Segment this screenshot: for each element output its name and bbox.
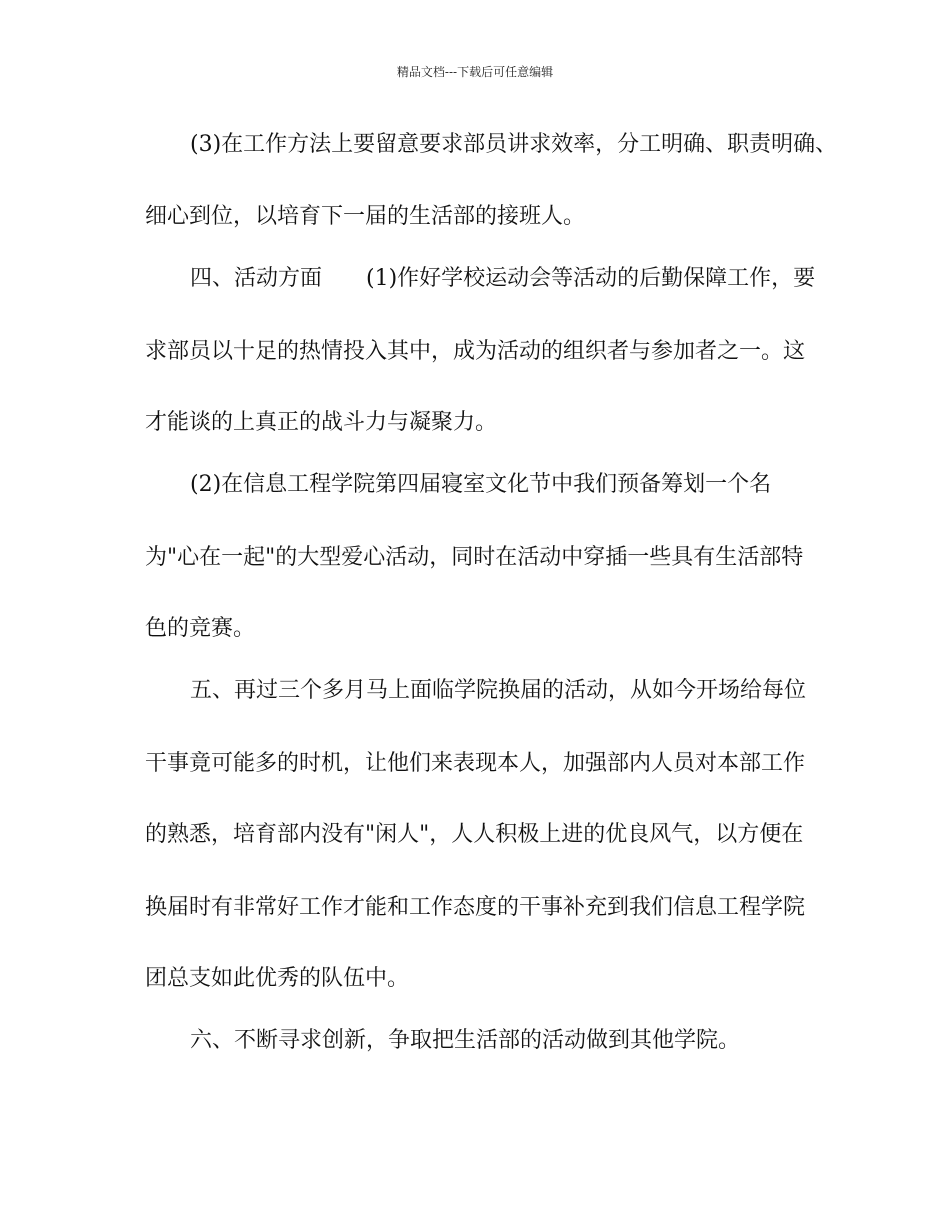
body-line-1: (3)在工作方法上要留意要求部员讲求效率，分工明确、职责明确、 (190, 132, 838, 157)
body-line-8: 色的竞赛。 (145, 616, 256, 641)
body-line-3: 四、活动方面 (1)作好学校运动会等活动的后勤保障工作，要 (190, 266, 816, 291)
body-line-6: (2)在信息工程学院第四届寝室文化节中我们预备筹划一个名 (190, 472, 772, 497)
body-line-2: 细心到位，以培育下一届的生活部的接班人。 (145, 204, 586, 229)
body-line-14: 六、不断寻求创新，争取把生活部的活动做到其他学院。 (190, 1028, 741, 1053)
body-line-7: 为"心在一起"的大型爱心活动，同时在活动中穿插一些具有生活部特 (145, 545, 804, 570)
body-line-4: 求部员以十足的热情投入其中，成为活动的组织者与参加者之一。这 (145, 339, 806, 364)
body-line-12: 换届时有非常好工作才能和工作态度的干事补充到我们信息工程学院 (145, 895, 806, 920)
body-line-13: 团总支如此优秀的队伍中。 (145, 966, 410, 991)
body-line-10: 干事竟可能多的时机，让他们来表现本人，加强部内人员对本部工作 (145, 751, 806, 776)
body-line-9: 五、再过三个多月马上面临学院换届的活动，从如今开场给每位 (190, 678, 807, 703)
page-header: 精品文档---下载后可任意编辑 (396, 65, 554, 79)
body-line-11: 的熟悉，培育部内没有"闲人"，人人积极上进的优良风气，以方便在 (145, 822, 804, 847)
body-line-5: 才能谈的上真正的战斗力与凝聚力。 (145, 410, 498, 435)
